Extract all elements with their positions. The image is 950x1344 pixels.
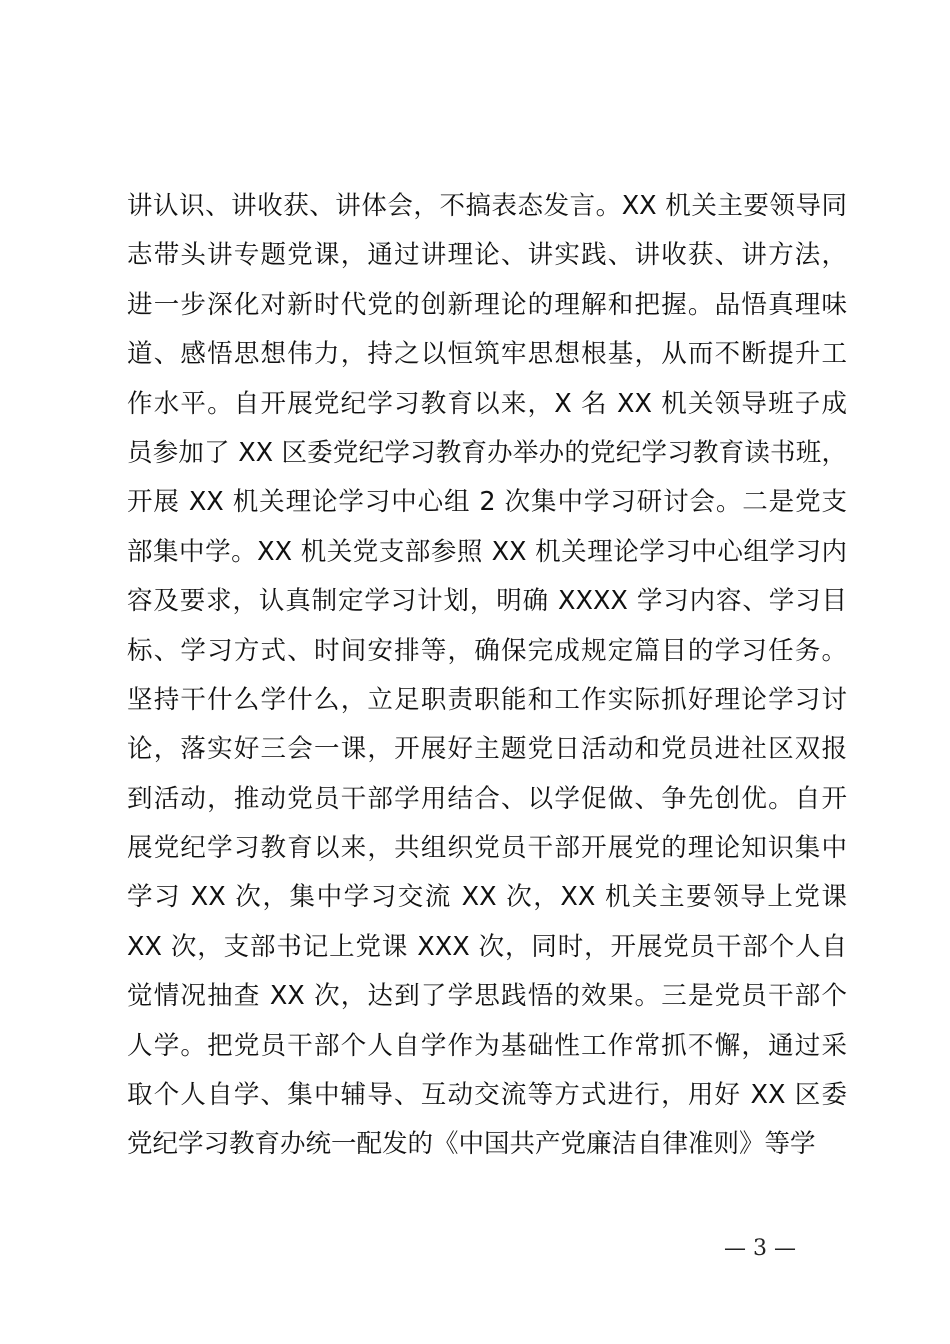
text-line: 到活动，推动党员干部学用结合、以学促做、争先创优。自开 (127, 783, 847, 814)
text-line: XX 次，支部书记上党课 XXX 次，同时，开展党员干部个人自 (127, 931, 847, 962)
text-line: 讲认识、讲收获、讲体会，不搞表态发言。XX 机关主要领导同 (127, 191, 847, 221)
text-line: 标、学习方式、时间安排等，确保完成规定篇目的学习任务。 (127, 635, 847, 666)
body-paragraph (127, 182, 847, 1170)
text-line: 进一步深化对新时代党的创新理论的理解和把握。品悟真理味 (127, 289, 847, 320)
text-line: 道、感悟思想伟力，持之以恒筑牢思想根基，从而不断提升工 (127, 339, 847, 370)
text-line: 员参加了 XX 区委党纪学习教育办举办的党纪学习教育读书班， (127, 437, 847, 468)
text-line: 志带头讲专题党课，通过讲理论、讲实践、讲收获、讲方法， (127, 240, 847, 271)
page-number: — 3 — (724, 1236, 796, 1261)
text-line: 党纪学习教育办统一配发的《中国共产党廉洁自律准则》等学 (127, 1129, 816, 1160)
text-line: 展党纪学习教育以来，共组织党员干部开展党的理论知识集中 (127, 833, 847, 864)
text-line: 开展 XX 机关理论学习中心组 2 次集中学习研讨会。二是党支 (127, 487, 847, 518)
text-line: 容及要求，认真制定学习计划，明确 XXXX 学习内容、学习目 (127, 586, 847, 617)
text-line: 坚持干什么学什么，立足职责职能和工作实际抓好理论学习讨 (127, 684, 847, 715)
text-line: 作水平。自开展党纪学习教育以来，X 名 XX 机关领导班子成 (127, 388, 847, 419)
text-line: 人学。把党员干部个人自学作为基础性工作常抓不懈，通过采 (127, 1030, 847, 1061)
text-line: 取个人自学、集中辅导、互动交流等方式进行，用好 XX 区委 (127, 1080, 847, 1111)
text-line: 觉情况抽查 XX 次，达到了学思践悟的效果。三是党员干部个 (127, 981, 847, 1012)
text-line: 论，落实好三会一课，开展好主题党日活动和党员进社区双报 (127, 734, 847, 765)
text-line: 部集中学。XX 机关党支部参照 XX 机关理论学习中心组学习内 (127, 536, 847, 567)
text-line: 学习 XX 次，集中学习交流 XX 次，XX 机关主要领导上党课 (127, 882, 847, 913)
